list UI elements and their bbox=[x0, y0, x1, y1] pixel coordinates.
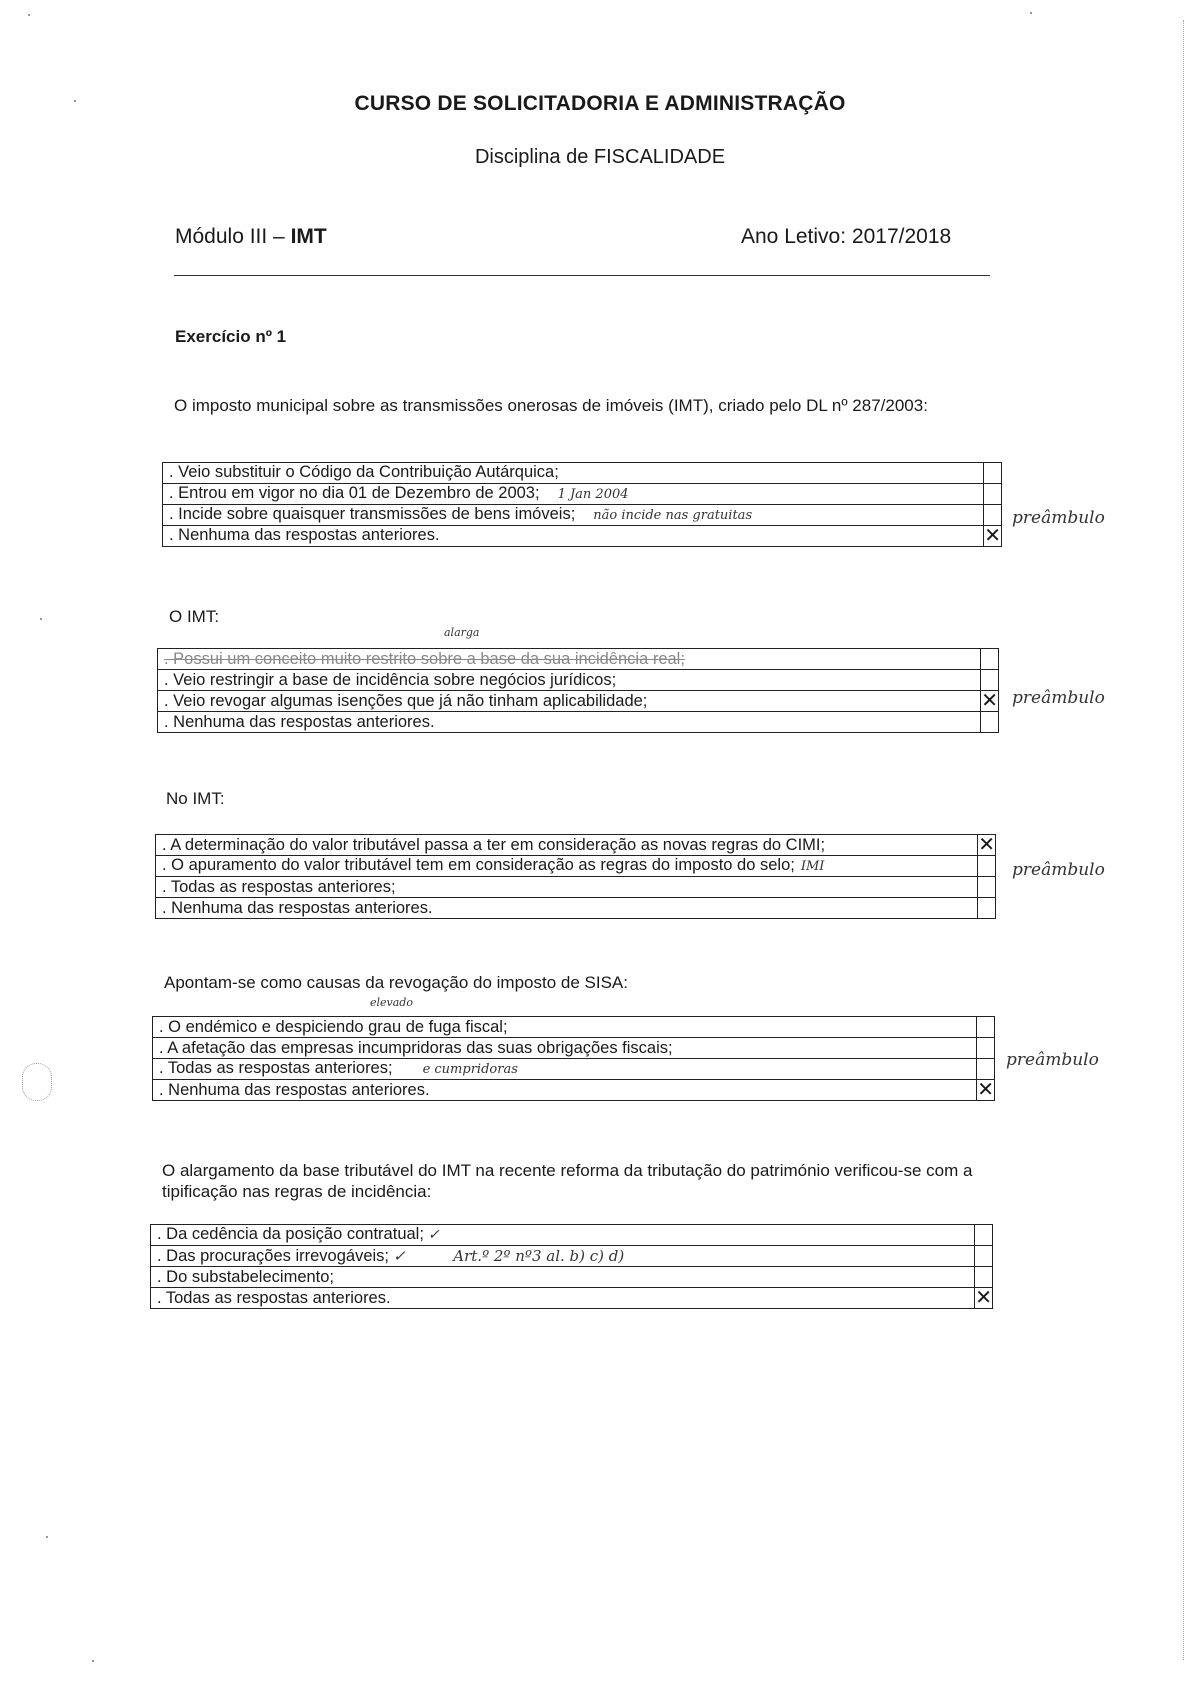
answer-checkbox[interactable] bbox=[977, 1017, 995, 1038]
answer-checkbox[interactable] bbox=[981, 670, 999, 691]
answer-checkbox[interactable] bbox=[978, 877, 996, 898]
option-text bbox=[156, 877, 978, 898]
option-label: . Nenhuma das respostas anteriores. bbox=[159, 1080, 430, 1099]
option-text bbox=[158, 649, 981, 670]
option-label: . Incide sobre quaisquer transmissões de bens imóveis; bbox=[169, 505, 576, 523]
option-text bbox=[153, 1038, 977, 1059]
answer-checkbox[interactable] bbox=[975, 1267, 993, 1288]
answer-checkbox[interactable] bbox=[981, 649, 999, 670]
module-name: IMT bbox=[290, 225, 327, 248]
question-prompt: O IMT: bbox=[169, 607, 220, 626]
handwritten-note: ✓ Art.º 2º nº3 al. b) c) d) bbox=[393, 1246, 625, 1265]
exercise-title: Exercício nº 1 bbox=[175, 327, 287, 346]
option-text bbox=[151, 1267, 975, 1288]
answer-checkbox[interactable]: ✕ bbox=[977, 1079, 994, 1101]
option-text bbox=[151, 1288, 975, 1309]
option-row bbox=[151, 1267, 993, 1288]
course-title: CURSO DE SOLICITADORIA E ADMINISTRAÇÃO bbox=[354, 92, 846, 115]
option-text bbox=[156, 898, 978, 919]
answer-checkbox[interactable]: ✕ bbox=[984, 525, 1001, 547]
module-prefix: Módulo III – bbox=[175, 225, 291, 248]
scan-speck bbox=[1030, 12, 1032, 14]
option-row bbox=[158, 670, 999, 691]
scan-speck bbox=[92, 1660, 94, 1662]
option-row bbox=[158, 712, 999, 733]
option-text bbox=[158, 691, 981, 712]
option-label: . Todas as respostas anteriores; bbox=[162, 877, 396, 896]
scan-speck bbox=[46, 1536, 48, 1538]
option-label: . Nenhuma das respostas anteriores. bbox=[169, 526, 440, 544]
answer-checkbox[interactable] bbox=[984, 463, 1002, 484]
option-label: . Do substabelecimento; bbox=[157, 1267, 335, 1286]
option-label: . Entrou em vigor no dia 01 de Dezembro de 2003; bbox=[169, 484, 540, 502]
option-text bbox=[163, 463, 984, 484]
option-text bbox=[158, 712, 981, 733]
option-row bbox=[156, 856, 996, 877]
option-label: . Nenhuma das respostas anteriores. bbox=[164, 712, 435, 731]
option-label: . Veio substituir o Código da Contribuição Autárquica; bbox=[169, 463, 559, 481]
option-row bbox=[153, 1059, 995, 1080]
option-text bbox=[163, 484, 984, 505]
option-label: . Veio restringir a base de incidência sobre negócios jurídicos; bbox=[164, 670, 617, 689]
option-row bbox=[163, 463, 1002, 484]
option-row bbox=[151, 1288, 993, 1309]
option-text bbox=[156, 856, 978, 877]
scan-speck bbox=[28, 14, 30, 16]
discipline-title: Disciplina de FISCALIDADE bbox=[474, 146, 726, 168]
option-row bbox=[163, 484, 1002, 505]
question-prompt: O imposto municipal sobre as transmissões onerosas de imóveis (IMT), criado pelo DL nº 287/2003: bbox=[174, 396, 928, 415]
option-text bbox=[151, 1225, 975, 1246]
handwritten-note: alarga bbox=[444, 626, 480, 639]
punch-hole-mark bbox=[22, 1063, 52, 1101]
school-year: Ano Letivo: 2017/2018 bbox=[741, 225, 952, 248]
option-label: . Todas as respostas anteriores. bbox=[157, 1288, 391, 1307]
handwritten-note: não incide nas gratuitas bbox=[593, 508, 753, 523]
option-row bbox=[151, 1225, 993, 1246]
option-label: . O apuramento do valor tributável tem em consideração as regras do imposto do selo; bbox=[162, 856, 795, 874]
margin-note: preâmbulo bbox=[1006, 1050, 1099, 1070]
option-text bbox=[156, 835, 978, 856]
option-text bbox=[163, 505, 984, 526]
answer-checkbox[interactable] bbox=[977, 1059, 995, 1080]
option-text bbox=[153, 1017, 977, 1038]
handwritten-note: 1 Jan 2004 bbox=[557, 487, 629, 502]
option-row bbox=[156, 877, 996, 898]
answer-checkbox[interactable] bbox=[981, 712, 999, 733]
option-row bbox=[163, 526, 1002, 547]
answer-checkbox[interactable] bbox=[975, 1246, 993, 1267]
module-label bbox=[175, 225, 327, 249]
option-row bbox=[153, 1017, 995, 1038]
answer-checkbox[interactable] bbox=[977, 1038, 995, 1059]
scan-edge-line bbox=[1183, 20, 1185, 1660]
answer-checkbox[interactable] bbox=[984, 484, 1002, 505]
handwritten-note: ✓ bbox=[427, 1227, 440, 1243]
handwritten-note: e cumpridoras bbox=[422, 1062, 518, 1077]
option-text bbox=[151, 1246, 975, 1267]
option-text bbox=[163, 526, 984, 547]
scan-speck bbox=[40, 618, 42, 620]
option-row bbox=[158, 691, 999, 712]
option-text bbox=[158, 670, 981, 691]
option-row bbox=[156, 898, 996, 919]
option-label: . A afetação das empresas incumpridoras das suas obrigações fiscais; bbox=[159, 1038, 673, 1057]
question-prompt: No IMT: bbox=[166, 789, 225, 808]
answer-checkbox[interactable] bbox=[975, 1225, 993, 1246]
question-options-table bbox=[157, 648, 999, 733]
question-options-table bbox=[152, 1016, 995, 1101]
question-prompt: O alargamento da base tributável do IMT na recente reforma da tributação do património verificou-se com a tipificação nas regras de incidência: bbox=[162, 1161, 973, 1201]
answer-checkbox[interactable]: ✕ bbox=[978, 834, 995, 856]
option-row bbox=[151, 1246, 993, 1267]
answer-checkbox[interactable] bbox=[978, 856, 996, 877]
answer-checkbox[interactable]: ✕ bbox=[975, 1287, 992, 1309]
answer-checkbox[interactable] bbox=[978, 898, 996, 919]
option-label: . Nenhuma das respostas anteriores. bbox=[162, 898, 433, 917]
margin-note: preâmbulo bbox=[1012, 688, 1105, 708]
option-label: . Veio revogar algumas isenções que já não tinham aplicabilidade; bbox=[164, 691, 648, 710]
question-prompt: Apontam-se como causas da revogação do imposto de SISA: bbox=[164, 973, 628, 992]
option-label: . A determinação do valor tributável passa a ter em consideração as novas regras do CIMI; bbox=[162, 835, 826, 854]
option-label: . Da cedência da posição contratual; bbox=[157, 1225, 424, 1243]
option-label: . O endémico e despiciendo grau de fuga fiscal; bbox=[159, 1017, 508, 1036]
option-row bbox=[153, 1080, 995, 1101]
option-label: . Das procurações irrevogáveis; bbox=[157, 1246, 390, 1265]
option-label: . Possui um conceito muito restrito sobre a base da sua incidência real; bbox=[164, 649, 685, 668]
margin-note: preâmbulo bbox=[1012, 508, 1105, 528]
option-row bbox=[156, 835, 996, 856]
handwritten-note: IMI bbox=[800, 859, 825, 874]
answer-checkbox[interactable]: ✕ bbox=[981, 690, 998, 712]
question-options-table bbox=[150, 1224, 993, 1309]
option-text bbox=[153, 1080, 977, 1101]
option-row bbox=[163, 505, 1002, 526]
option-text bbox=[153, 1059, 977, 1080]
question-options-table bbox=[162, 462, 1002, 547]
margin-note: preâmbulo bbox=[1012, 860, 1105, 880]
option-label: . Todas as respostas anteriores; bbox=[159, 1059, 393, 1077]
option-row bbox=[153, 1038, 995, 1059]
question-options-table bbox=[155, 834, 996, 919]
header-divider bbox=[174, 275, 990, 276]
handwritten-note: elevado bbox=[370, 996, 413, 1009]
option-row bbox=[158, 649, 999, 670]
answer-checkbox[interactable] bbox=[984, 505, 1002, 526]
